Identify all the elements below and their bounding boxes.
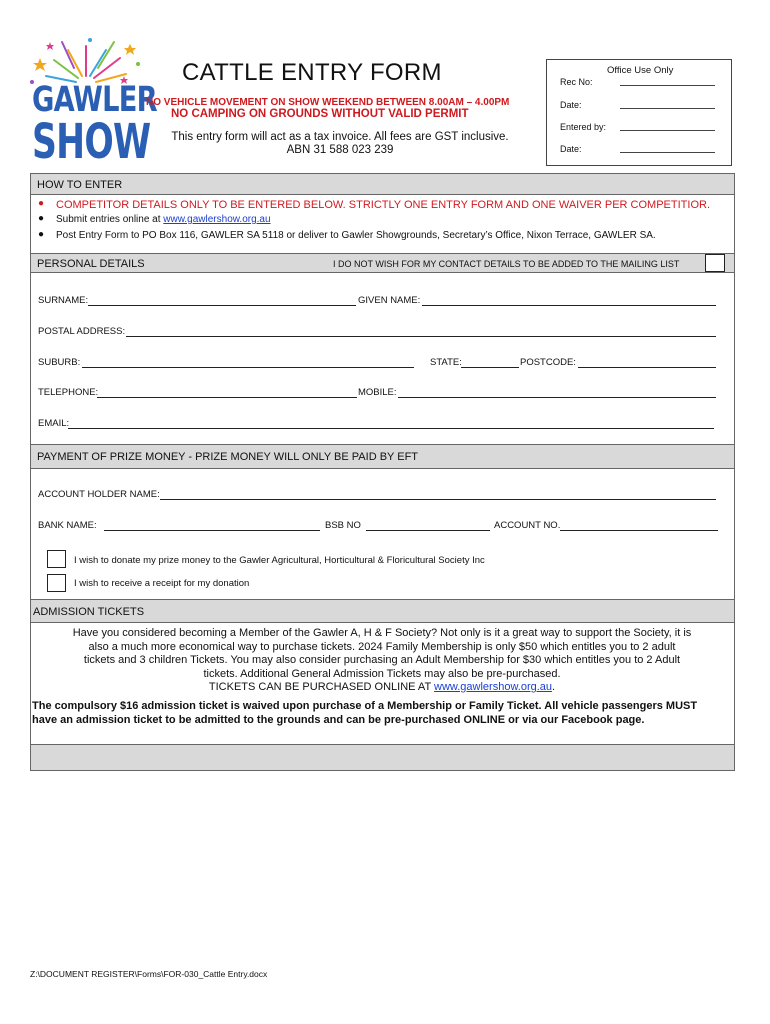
office-use-heading: Office Use Only xyxy=(607,65,674,76)
compulsory-line-2: have an admission ticket to be admitted to the grounds and can be pre-purchased ONLINE or via our Facebook page. xyxy=(32,713,645,726)
account-holder-label: ACCOUNT HOLDER NAME: xyxy=(38,489,160,500)
bsb-label: BSB NO xyxy=(325,520,361,531)
postal-address-field[interactable] xyxy=(126,336,716,337)
gawler-show-logo xyxy=(26,36,157,170)
abn-number: ABN 31 588 023 239 xyxy=(286,144,394,156)
tickets-link[interactable]: www.gawlershow.org.au xyxy=(434,681,553,693)
post-entry-text: Post Entry Form to PO Box 116, GAWLER SA 5118 or deliver to Gawler Showgrounds, Secretary’s Office, Nixon Terrace, GAWLER SA. xyxy=(56,230,656,241)
how-to-enter-heading: HOW TO ENTER xyxy=(37,179,123,191)
payment-heading: PAYMENT OF PRIZE MONEY - PRIZE MONEY WILL ONLY BE PAID BY EFT xyxy=(37,451,419,463)
gst-note: This entry form will act as a tax invoice. All fees are GST inclusive. xyxy=(171,131,509,143)
donate-label: I wish to donate my prize money to the Gawler Agricultural, Horticultural & Floricultural Society Inc xyxy=(74,555,485,566)
admission-info xyxy=(32,627,732,695)
mailing-optout-label: I DO NOT WISH FOR MY CONTACT DETAILS TO BE ADDED TO THE MAILING LIST xyxy=(333,259,680,269)
mobile-label: MOBILE: xyxy=(358,387,397,398)
rec-no-field[interactable] xyxy=(620,85,715,86)
tickets-online-text: TICKETS CAN BE PURCHASED ONLINE AT xyxy=(208,681,435,693)
office-use-box xyxy=(546,59,732,166)
admission-bar xyxy=(30,599,735,623)
vehicle-warning: NO VEHICLE MOVEMENT ON SHOW WEEKEND BETWEEN 8.00AM – 4.00PM xyxy=(146,97,510,108)
admission-heading: ADMISSION TICKETS xyxy=(33,606,145,618)
account-no-field[interactable] xyxy=(560,530,718,531)
postcode-field[interactable] xyxy=(578,367,716,368)
bsb-field[interactable] xyxy=(366,530,490,531)
account-no-label: ACCOUNT NO. xyxy=(494,520,561,531)
admission-line-3: tickets and 3 children Tickets. You may also consider purchasing an Adult Membership for $30 which entitles you to 2 Adult xyxy=(83,654,681,666)
state-label: STATE: xyxy=(430,357,462,368)
payment-bar xyxy=(30,444,735,469)
camping-warning: NO CAMPING ON GROUNDS WITHOUT VALID PERMIT xyxy=(171,108,469,120)
date-label-2: Date: xyxy=(560,144,582,154)
surname-field[interactable] xyxy=(88,305,356,306)
postcode-label: POSTCODE: xyxy=(520,357,576,368)
how-to-enter-bar xyxy=(30,173,735,195)
mailing-optout-checkbox[interactable] xyxy=(705,254,725,272)
surname-label: SURNAME: xyxy=(38,295,89,306)
admission-line-1: Have you considered becoming a Member of the Gawler A, H & F Society? Not only is it a great way to support the Society, it is xyxy=(72,627,692,639)
logo-text-gawler: GAWLER xyxy=(32,80,157,120)
email-field[interactable] xyxy=(68,428,714,429)
rec-no-label: Rec No: xyxy=(560,77,593,87)
state-field[interactable] xyxy=(461,367,519,368)
submit-online-text: Submit entries online at xyxy=(56,214,164,225)
gawlershow-link[interactable]: www.gawlershow.org.au xyxy=(163,214,271,225)
date-field[interactable] xyxy=(620,108,715,109)
date-field-2[interactable] xyxy=(620,152,715,153)
form-title: CATTLE ENTRY FORM xyxy=(182,59,442,86)
tickets-online-suffix: . xyxy=(552,681,556,693)
email-label: EMAIL: xyxy=(38,418,70,429)
logo-text-show: SHOW xyxy=(32,114,151,170)
admission-line-5 xyxy=(32,681,732,695)
receipt-checkbox[interactable] xyxy=(47,574,66,592)
mobile-field[interactable] xyxy=(398,397,716,398)
date-label: Date: xyxy=(560,100,582,110)
suburb-field[interactable] xyxy=(82,367,414,368)
tax-invoice-note xyxy=(150,131,530,157)
account-holder-field[interactable] xyxy=(160,499,716,500)
compulsory-line-1: The compulsory $16 admission ticket is waived upon purchase of a Membership or Family Ticket. All vehicle passengers MUST xyxy=(32,700,698,712)
bottom-bar xyxy=(30,744,735,771)
given-name-label: GIVEN NAME: xyxy=(358,295,421,306)
personal-details-heading: PERSONAL DETAILS xyxy=(37,258,145,270)
document-path: Z:\DOCUMENT REGISTER\Forms\FOR-030_Cattle Entry.docx xyxy=(30,969,268,979)
receipt-label: I wish to receive a receipt for my donation xyxy=(74,578,250,589)
telephone-field[interactable] xyxy=(97,397,357,398)
donate-checkbox[interactable] xyxy=(47,550,66,568)
suburb-label: SUBURB: xyxy=(38,357,81,368)
compulsory-ticket-notice xyxy=(32,700,732,727)
bank-name-field[interactable] xyxy=(104,530,320,531)
admission-line-2: also a much more economical way to purchase tickets. 2024 Family Membership is only $50 which entitles you to 2 adult xyxy=(88,640,676,653)
personal-details-bar xyxy=(30,253,735,273)
bullet-competitor-text: COMPETITOR DETAILS ONLY TO BE ENTERED BELOW. STRICTLY ONE ENTRY FORM AND ONE WAIVER PER COMPETITIOR. xyxy=(56,199,711,211)
postal-address-label: POSTAL ADDRESS: xyxy=(38,326,126,337)
entered-by-field[interactable] xyxy=(620,130,715,131)
admission-line-4: tickets. Additional General Admission Tickets may also be pre-purchased. xyxy=(203,667,561,680)
telephone-label: TELEPHONE: xyxy=(38,387,99,398)
entered-by-label: Entered by: xyxy=(560,122,607,132)
bank-name-label: BANK NAME: xyxy=(38,520,97,531)
given-name-field[interactable] xyxy=(422,305,716,306)
